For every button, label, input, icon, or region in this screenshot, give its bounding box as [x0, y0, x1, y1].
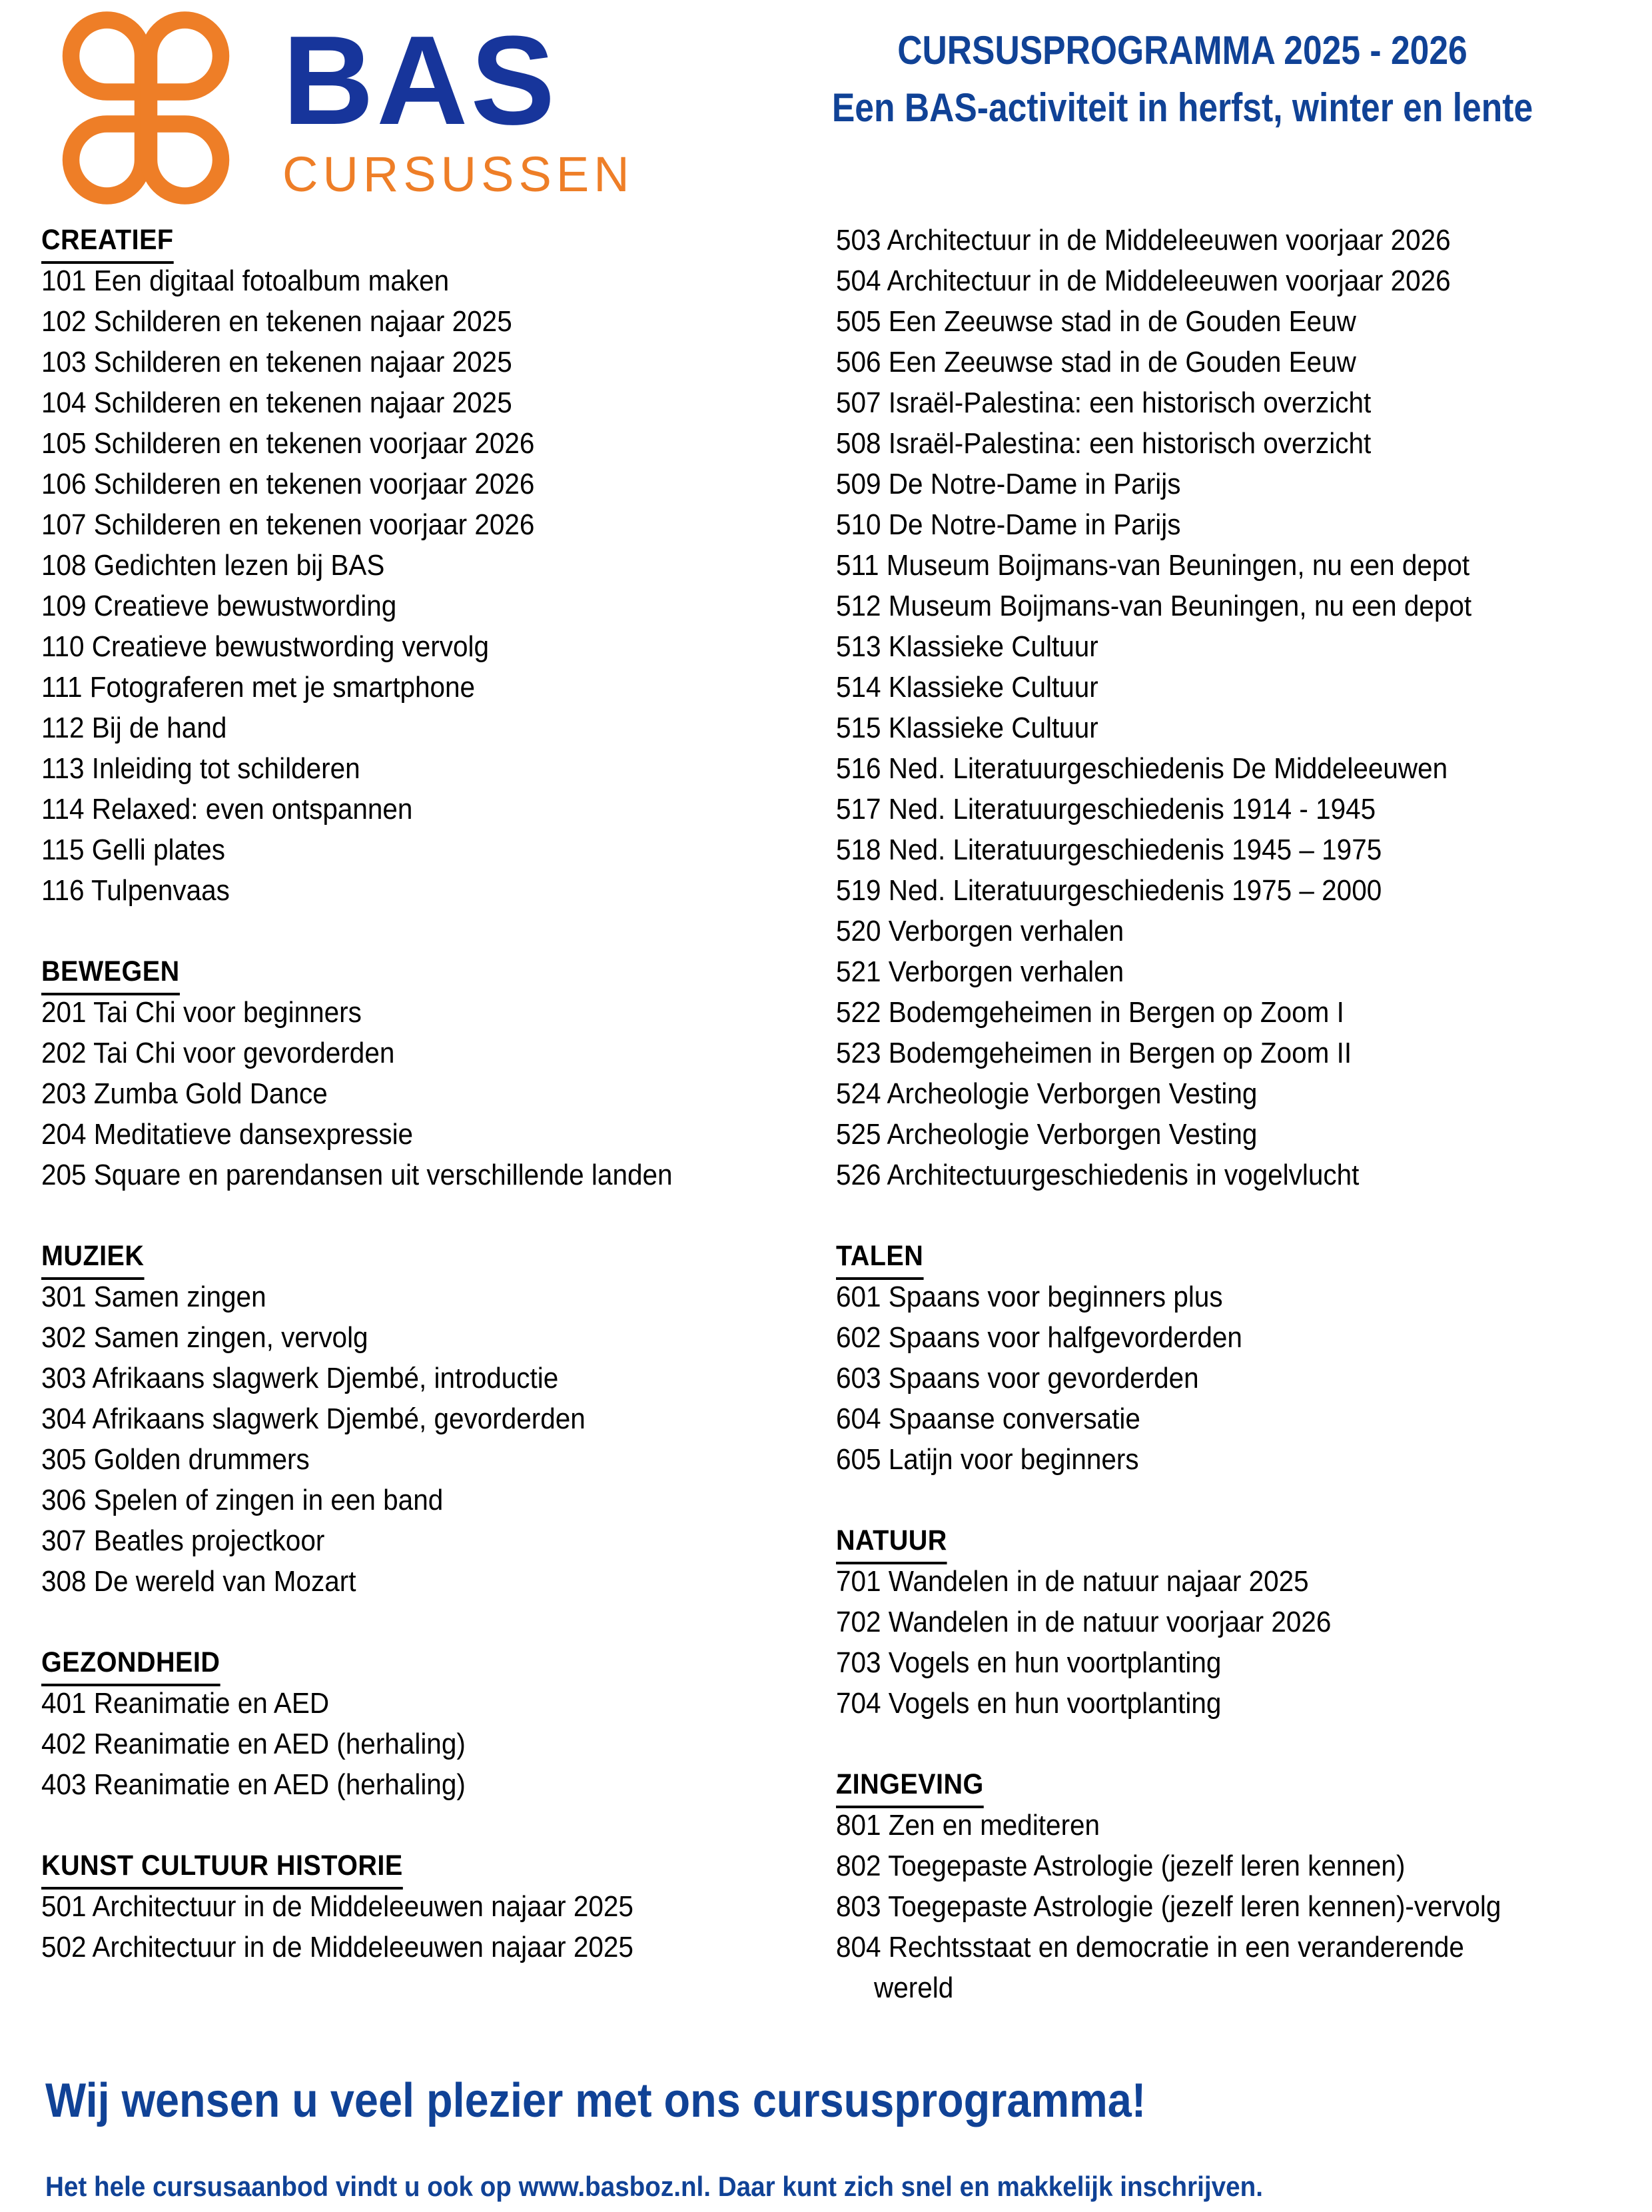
course-code: 804 — [836, 1931, 881, 1963]
course-title: Israël-Palestina: een historisch overzicht — [881, 386, 1372, 419]
course-title: Toegepaste Astrologie (jezelf leren kennen) — [881, 1850, 1406, 1882]
course-title: Gelli plates — [84, 833, 226, 866]
course-title: Spelen of zingen in een band — [86, 1484, 444, 1516]
course-code: 307 — [41, 1524, 87, 1557]
course-code: 519 — [836, 874, 881, 907]
course-code: 302 — [41, 1321, 87, 1354]
page-footer — [45, 2072, 1611, 2205]
course-column-right — [836, 220, 1629, 2008]
course-title: Museum Boijmans-van Beuningen, nu een depot — [879, 549, 1470, 582]
course-row[interactable] — [836, 626, 1565, 667]
course-row[interactable] — [836, 220, 1565, 261]
course-title: Fotograferen met je smartphone — [82, 671, 476, 704]
course-code: 703 — [836, 1646, 881, 1679]
course-row[interactable] — [41, 1439, 752, 1480]
course-title: Architectuur in de Middeleeuwen voorjaar 2026 — [881, 265, 1451, 297]
course-row[interactable] — [41, 708, 752, 748]
course-row[interactable] — [41, 1358, 752, 1398]
course-title: Klassieke Cultuur — [881, 630, 1098, 663]
footer-wish-line: Wij wensen u veel plezier met ons cursusprogramma! — [45, 2074, 1146, 2127]
course-title: Reanimatie en AED (herhaling) — [86, 1768, 466, 1801]
course-title: Tai Chi voor beginners — [86, 996, 362, 1029]
course-title: Bodemgeheimen in Bergen op Zoom I — [881, 996, 1344, 1029]
course-row[interactable] — [41, 992, 752, 1033]
course-title: Wandelen in de natuur voorjaar 2026 — [881, 1606, 1332, 1638]
course-title: Gedichten lezen bij BAS — [86, 549, 385, 582]
course-row[interactable] — [836, 1358, 1565, 1398]
course-title: Beatles projectkoor — [86, 1524, 325, 1557]
course-title: Bodemgeheimen in Bergen op Zoom II — [881, 1037, 1352, 1069]
section-spacer — [41, 911, 814, 951]
course-row[interactable] — [836, 1927, 1565, 1967]
course-code: 513 — [836, 630, 881, 663]
course-row[interactable] — [41, 626, 752, 667]
course-row[interactable] — [41, 1398, 752, 1439]
course-row[interactable] — [836, 423, 1565, 464]
course-code: 304 — [41, 1402, 87, 1435]
course-title: Ned. Literatuurgeschiedenis 1945 – 1975 — [881, 833, 1382, 866]
course-code: 112 — [41, 712, 85, 744]
course-code: 602 — [836, 1321, 881, 1354]
course-title: Spaans voor halfgevorderden — [881, 1321, 1242, 1354]
course-row[interactable] — [41, 382, 752, 423]
section-spacer — [41, 1602, 814, 1642]
section-heading-row — [41, 220, 814, 261]
course-title: Samen zingen, vervolg — [86, 1321, 368, 1354]
course-title: Zen en mediteren — [881, 1809, 1100, 1842]
course-title: Creatieve bewustwording vervolg — [84, 630, 490, 663]
course-row[interactable] — [41, 545, 752, 586]
section-heading: TALEN — [836, 1236, 923, 1280]
section-heading: BEWEGEN — [41, 951, 180, 995]
course-code: 509 — [836, 468, 881, 500]
course-column-left — [41, 220, 814, 1967]
course-row[interactable] — [836, 667, 1565, 708]
course-code: 116 — [41, 874, 85, 907]
course-row[interactable] — [41, 1317, 752, 1358]
course-title: Vogels en hun voortplanting — [881, 1687, 1222, 1720]
course-title: Museum Boijmans-van Beuningen, nu een depot — [881, 590, 1472, 622]
header-title-block — [746, 27, 1619, 132]
course-title: De wereld van Mozart — [86, 1565, 356, 1598]
course-code: 526 — [836, 1159, 881, 1191]
course-code: 201 — [41, 996, 87, 1029]
course-title: De Notre-Dame in Parijs — [881, 468, 1181, 500]
course-row[interactable] — [41, 1480, 752, 1520]
course-title: Architectuur in de Middeleeuwen voorjaar 2026 — [881, 224, 1451, 257]
course-title: Architectuur in de Middeleeuwen najaar 2025 — [86, 1931, 633, 1963]
course-code: 522 — [836, 996, 881, 1029]
course-code: 403 — [41, 1768, 87, 1801]
course-code: 515 — [836, 712, 881, 744]
course-section — [41, 220, 814, 911]
course-title: Reanimatie en AED — [86, 1687, 330, 1720]
course-row[interactable] — [41, 789, 752, 830]
course-section — [836, 1520, 1629, 1724]
course-title: Tulpenvaas — [84, 874, 230, 907]
course-code: 511 — [836, 549, 879, 582]
section-spacer — [41, 1195, 814, 1236]
course-code: 701 — [836, 1565, 881, 1598]
course-code: 517 — [836, 793, 881, 826]
course-row[interactable] — [836, 870, 1565, 911]
page-subtitle: Een BAS-activiteit in herfst, winter en lente — [831, 85, 1533, 130]
course-title: Vogels en hun voortplanting — [881, 1646, 1222, 1679]
course-section — [41, 1236, 814, 1602]
logo-bas-text: BAS — [282, 10, 558, 151]
course-title: Klassieke Cultuur — [881, 712, 1098, 744]
course-title: Reanimatie en AED (herhaling) — [86, 1728, 466, 1760]
section-spacer — [836, 1724, 1629, 1764]
footer-website-line: Het hele cursusaanbod vindt u ook op www.basboz.nl. Daar kunt zich snel en makkelijk inschrijven. — [45, 2171, 1263, 2202]
course-title: Klassieke Cultuur — [881, 671, 1098, 704]
course-row[interactable] — [41, 1277, 752, 1317]
course-title: Verborgen verhalen — [881, 955, 1124, 988]
course-title: Relaxed: even ontspannen — [84, 793, 413, 826]
course-title: Architectuur in de Middeleeuwen najaar 2025 — [86, 1890, 633, 1923]
course-section — [836, 220, 1629, 1195]
course-title: Archeologie Verborgen Vesting — [881, 1077, 1258, 1110]
section-heading: CREATIEF — [41, 220, 174, 264]
course-row[interactable] — [836, 789, 1565, 830]
course-code: 501 — [41, 1890, 87, 1923]
course-code: 525 — [836, 1118, 881, 1151]
course-row[interactable] — [41, 667, 752, 708]
course-code: 106 — [41, 468, 87, 500]
course-title: Spaans voor gevorderden — [881, 1362, 1199, 1394]
logo-cursussen-text: CURSUSSEN — [282, 147, 634, 202]
course-code: 801 — [836, 1809, 881, 1842]
course-section — [41, 1846, 814, 1967]
course-code: 803 — [836, 1890, 881, 1923]
course-row[interactable] — [41, 1764, 752, 1805]
course-row[interactable] — [41, 1683, 752, 1724]
course-title: Israël-Palestina: een historisch overzicht — [881, 427, 1372, 460]
course-section — [836, 1764, 1629, 2008]
logo-wordmark — [282, 10, 634, 204]
course-title: Archeologie Verborgen Vesting — [881, 1118, 1258, 1151]
course-title: Verborgen verhalen — [881, 915, 1124, 947]
course-title: Meditatieve dansexpressie — [86, 1118, 414, 1151]
course-row[interactable] — [41, 301, 752, 342]
course-row[interactable] — [836, 1398, 1565, 1439]
course-row[interactable] — [836, 911, 1565, 951]
course-code: 305 — [41, 1443, 87, 1476]
course-title: Schilderen en tekenen najaar 2025 — [86, 305, 512, 338]
section-spacer — [41, 1805, 814, 1846]
course-title: Samen zingen — [86, 1281, 266, 1313]
course-code: 523 — [836, 1037, 881, 1069]
course-code: 518 — [836, 833, 881, 866]
course-code: 601 — [836, 1281, 881, 1313]
course-code: 113 — [41, 752, 85, 785]
course-title: Latijn voor beginners — [881, 1443, 1139, 1476]
course-title: Square en parendansen uit verschillende landen — [86, 1159, 673, 1191]
course-code: 502 — [41, 1931, 87, 1963]
course-row[interactable] — [41, 1927, 752, 1967]
course-code: 802 — [836, 1850, 881, 1882]
course-title: Wandelen in de natuur najaar 2025 — [881, 1565, 1309, 1598]
page-header — [0, 0, 1652, 212]
course-section — [836, 1236, 1629, 1480]
course-row[interactable] — [836, 708, 1565, 748]
course-code: 111 — [41, 671, 83, 704]
section-heading: KUNST CULTUUR HISTORIE — [41, 1846, 403, 1890]
course-code: 101 — [41, 265, 87, 297]
course-code: 704 — [836, 1687, 881, 1720]
course-code: 520 — [836, 915, 881, 947]
course-row[interactable] — [41, 830, 752, 870]
course-code: 308 — [41, 1565, 87, 1598]
course-code: 107 — [41, 508, 87, 541]
section-heading: NATUUR — [836, 1520, 947, 1564]
course-row[interactable] — [836, 1439, 1565, 1480]
course-title: Golden drummers — [86, 1443, 310, 1476]
course-code: 402 — [41, 1728, 87, 1760]
course-code: 504 — [836, 265, 881, 297]
section-heading-row — [41, 1236, 814, 1277]
course-row[interactable] — [836, 504, 1565, 545]
course-row[interactable] — [836, 1073, 1565, 1114]
course-code: 303 — [41, 1362, 87, 1394]
course-row[interactable] — [836, 748, 1565, 789]
section-heading-row — [41, 1642, 814, 1683]
course-row[interactable] — [836, 261, 1565, 301]
course-row[interactable] — [41, 342, 752, 382]
course-code: 203 — [41, 1077, 87, 1110]
course-title: Spaanse conversatie — [881, 1402, 1140, 1435]
course-title: Schilderen en tekenen voorjaar 2026 — [86, 508, 535, 541]
course-row[interactable] — [836, 1683, 1565, 1724]
course-title: Toegepaste Astrologie (jezelf leren kennen)-vervolg — [881, 1890, 1501, 1923]
course-code: 605 — [836, 1443, 881, 1476]
course-title: Ned. Literatuurgeschiedenis De Middeleeuwen — [881, 752, 1448, 785]
course-title: Zumba Gold Dance — [86, 1077, 328, 1110]
course-row[interactable] — [836, 545, 1565, 586]
section-heading-row — [836, 1236, 1629, 1277]
course-code: 524 — [836, 1077, 881, 1110]
course-row[interactable] — [41, 1886, 752, 1927]
course-row[interactable] — [836, 464, 1565, 504]
course-code: 521 — [836, 955, 881, 988]
course-code: 510 — [836, 508, 881, 541]
course-code: 109 — [41, 590, 87, 622]
course-code: 105 — [41, 427, 87, 460]
course-row[interactable] — [836, 342, 1565, 382]
course-code: 103 — [41, 346, 87, 378]
course-row[interactable] — [836, 992, 1565, 1033]
course-code: 306 — [41, 1484, 87, 1516]
course-title: Ned. Literatuurgeschiedenis 1914 - 1945 — [881, 793, 1376, 826]
course-code: 204 — [41, 1118, 87, 1151]
course-row[interactable] — [41, 464, 752, 504]
course-title: Inleiding tot schilderen — [84, 752, 360, 785]
course-row[interactable] — [41, 504, 752, 545]
section-heading-row — [41, 951, 814, 992]
course-row[interactable] — [41, 1561, 752, 1602]
course-title: Tai Chi voor gevorderden — [86, 1037, 395, 1069]
page-title: CURSUSPROGRAMMA 2025 - 2026 — [897, 28, 1467, 73]
course-section — [41, 951, 814, 1195]
course-code: 702 — [836, 1606, 881, 1638]
course-row[interactable] — [836, 951, 1565, 992]
course-row[interactable] — [41, 1724, 752, 1764]
course-title: Schilderen en tekenen voorjaar 2026 — [86, 427, 535, 460]
course-title: Een digitaal fotoalbum maken — [86, 265, 450, 297]
course-row[interactable] — [836, 1277, 1565, 1317]
course-row[interactable] — [41, 1033, 752, 1073]
course-title: Architectuurgeschiedenis in vogelvlucht — [881, 1159, 1360, 1191]
course-code: 401 — [41, 1687, 87, 1720]
section-spacer — [836, 1195, 1629, 1236]
course-code: 503 — [836, 224, 881, 257]
course-code: 115 — [41, 833, 85, 866]
course-row[interactable] — [836, 1155, 1565, 1195]
course-row[interactable] — [836, 586, 1565, 626]
course-title: Rechtsstaat en democratie in een veranderende — [881, 1931, 1464, 1963]
course-title: Schilderen en tekenen najaar 2025 — [86, 386, 512, 419]
course-code: 514 — [836, 671, 881, 704]
course-row[interactable] — [836, 1317, 1565, 1358]
course-row[interactable] — [836, 1642, 1565, 1683]
course-title: Ned. Literatuurgeschiedenis 1975 – 2000 — [881, 874, 1382, 907]
course-title: Creatieve bewustwording — [86, 590, 397, 622]
course-title: Een Zeeuwse stad in de Gouden Eeuw — [881, 305, 1356, 338]
course-row[interactable] — [41, 423, 752, 464]
course-code: 508 — [836, 427, 881, 460]
section-heading: MUZIEK — [41, 1236, 144, 1280]
course-title: Bij de hand — [84, 712, 227, 744]
course-row[interactable] — [836, 1033, 1565, 1073]
section-heading-row — [836, 1520, 1629, 1561]
section-spacer — [836, 1480, 1629, 1520]
course-title: Spaans voor beginners plus — [881, 1281, 1223, 1313]
course-code: 205 — [41, 1159, 87, 1191]
course-row[interactable] — [836, 1805, 1565, 1846]
course-title: Een Zeeuwse stad in de Gouden Eeuw — [881, 346, 1356, 378]
course-code: 102 — [41, 305, 87, 338]
course-row[interactable] — [41, 1155, 752, 1195]
course-row[interactable] — [41, 870, 752, 911]
course-code: 505 — [836, 305, 881, 338]
course-row[interactable] — [836, 1846, 1565, 1886]
course-title: Schilderen en tekenen voorjaar 2026 — [86, 468, 535, 500]
course-title: Schilderen en tekenen najaar 2025 — [86, 346, 512, 378]
section-heading: ZINGEVING — [836, 1764, 984, 1808]
course-code: 507 — [836, 386, 881, 419]
course-row[interactable] — [836, 1114, 1565, 1155]
course-code: 202 — [41, 1037, 87, 1069]
course-code: 603 — [836, 1362, 881, 1394]
course-code: 104 — [41, 386, 87, 419]
course-row[interactable] — [836, 1602, 1565, 1642]
section-heading-row — [41, 1846, 814, 1886]
course-section — [41, 1642, 814, 1805]
course-row[interactable] — [41, 1114, 752, 1155]
course-row[interactable] — [836, 830, 1565, 870]
course-row[interactable] — [836, 301, 1565, 342]
course-title: Afrikaans slagwerk Djembé, introductie — [86, 1362, 559, 1394]
course-code: 512 — [836, 590, 881, 622]
course-row[interactable] — [41, 748, 752, 789]
course-row[interactable] — [836, 382, 1565, 423]
course-row[interactable] — [836, 1561, 1565, 1602]
bas-cursussen-logo — [23, 5, 634, 205]
course-row[interactable] — [41, 586, 752, 626]
course-code: 301 — [41, 1281, 87, 1313]
section-heading: GEZONDHEID — [41, 1642, 220, 1686]
course-code: 108 — [41, 549, 87, 582]
section-heading-row — [836, 1764, 1629, 1805]
course-row[interactable] — [41, 1520, 752, 1561]
course-code: 114 — [41, 793, 85, 826]
course-row[interactable] — [836, 1886, 1565, 1927]
course-code: 604 — [836, 1402, 881, 1435]
course-code: 516 — [836, 752, 881, 785]
bas-knot-logo-icon — [23, 8, 269, 208]
course-title-continuation: wereld — [874, 1971, 954, 2004]
course-title: Afrikaans slagwerk Djembé, gevorderden — [86, 1402, 586, 1435]
course-code: 110 — [41, 630, 85, 663]
course-row[interactable] — [41, 1073, 752, 1114]
course-title: De Notre-Dame in Parijs — [881, 508, 1181, 541]
course-code: 506 — [836, 346, 881, 378]
course-row[interactable] — [41, 261, 752, 301]
